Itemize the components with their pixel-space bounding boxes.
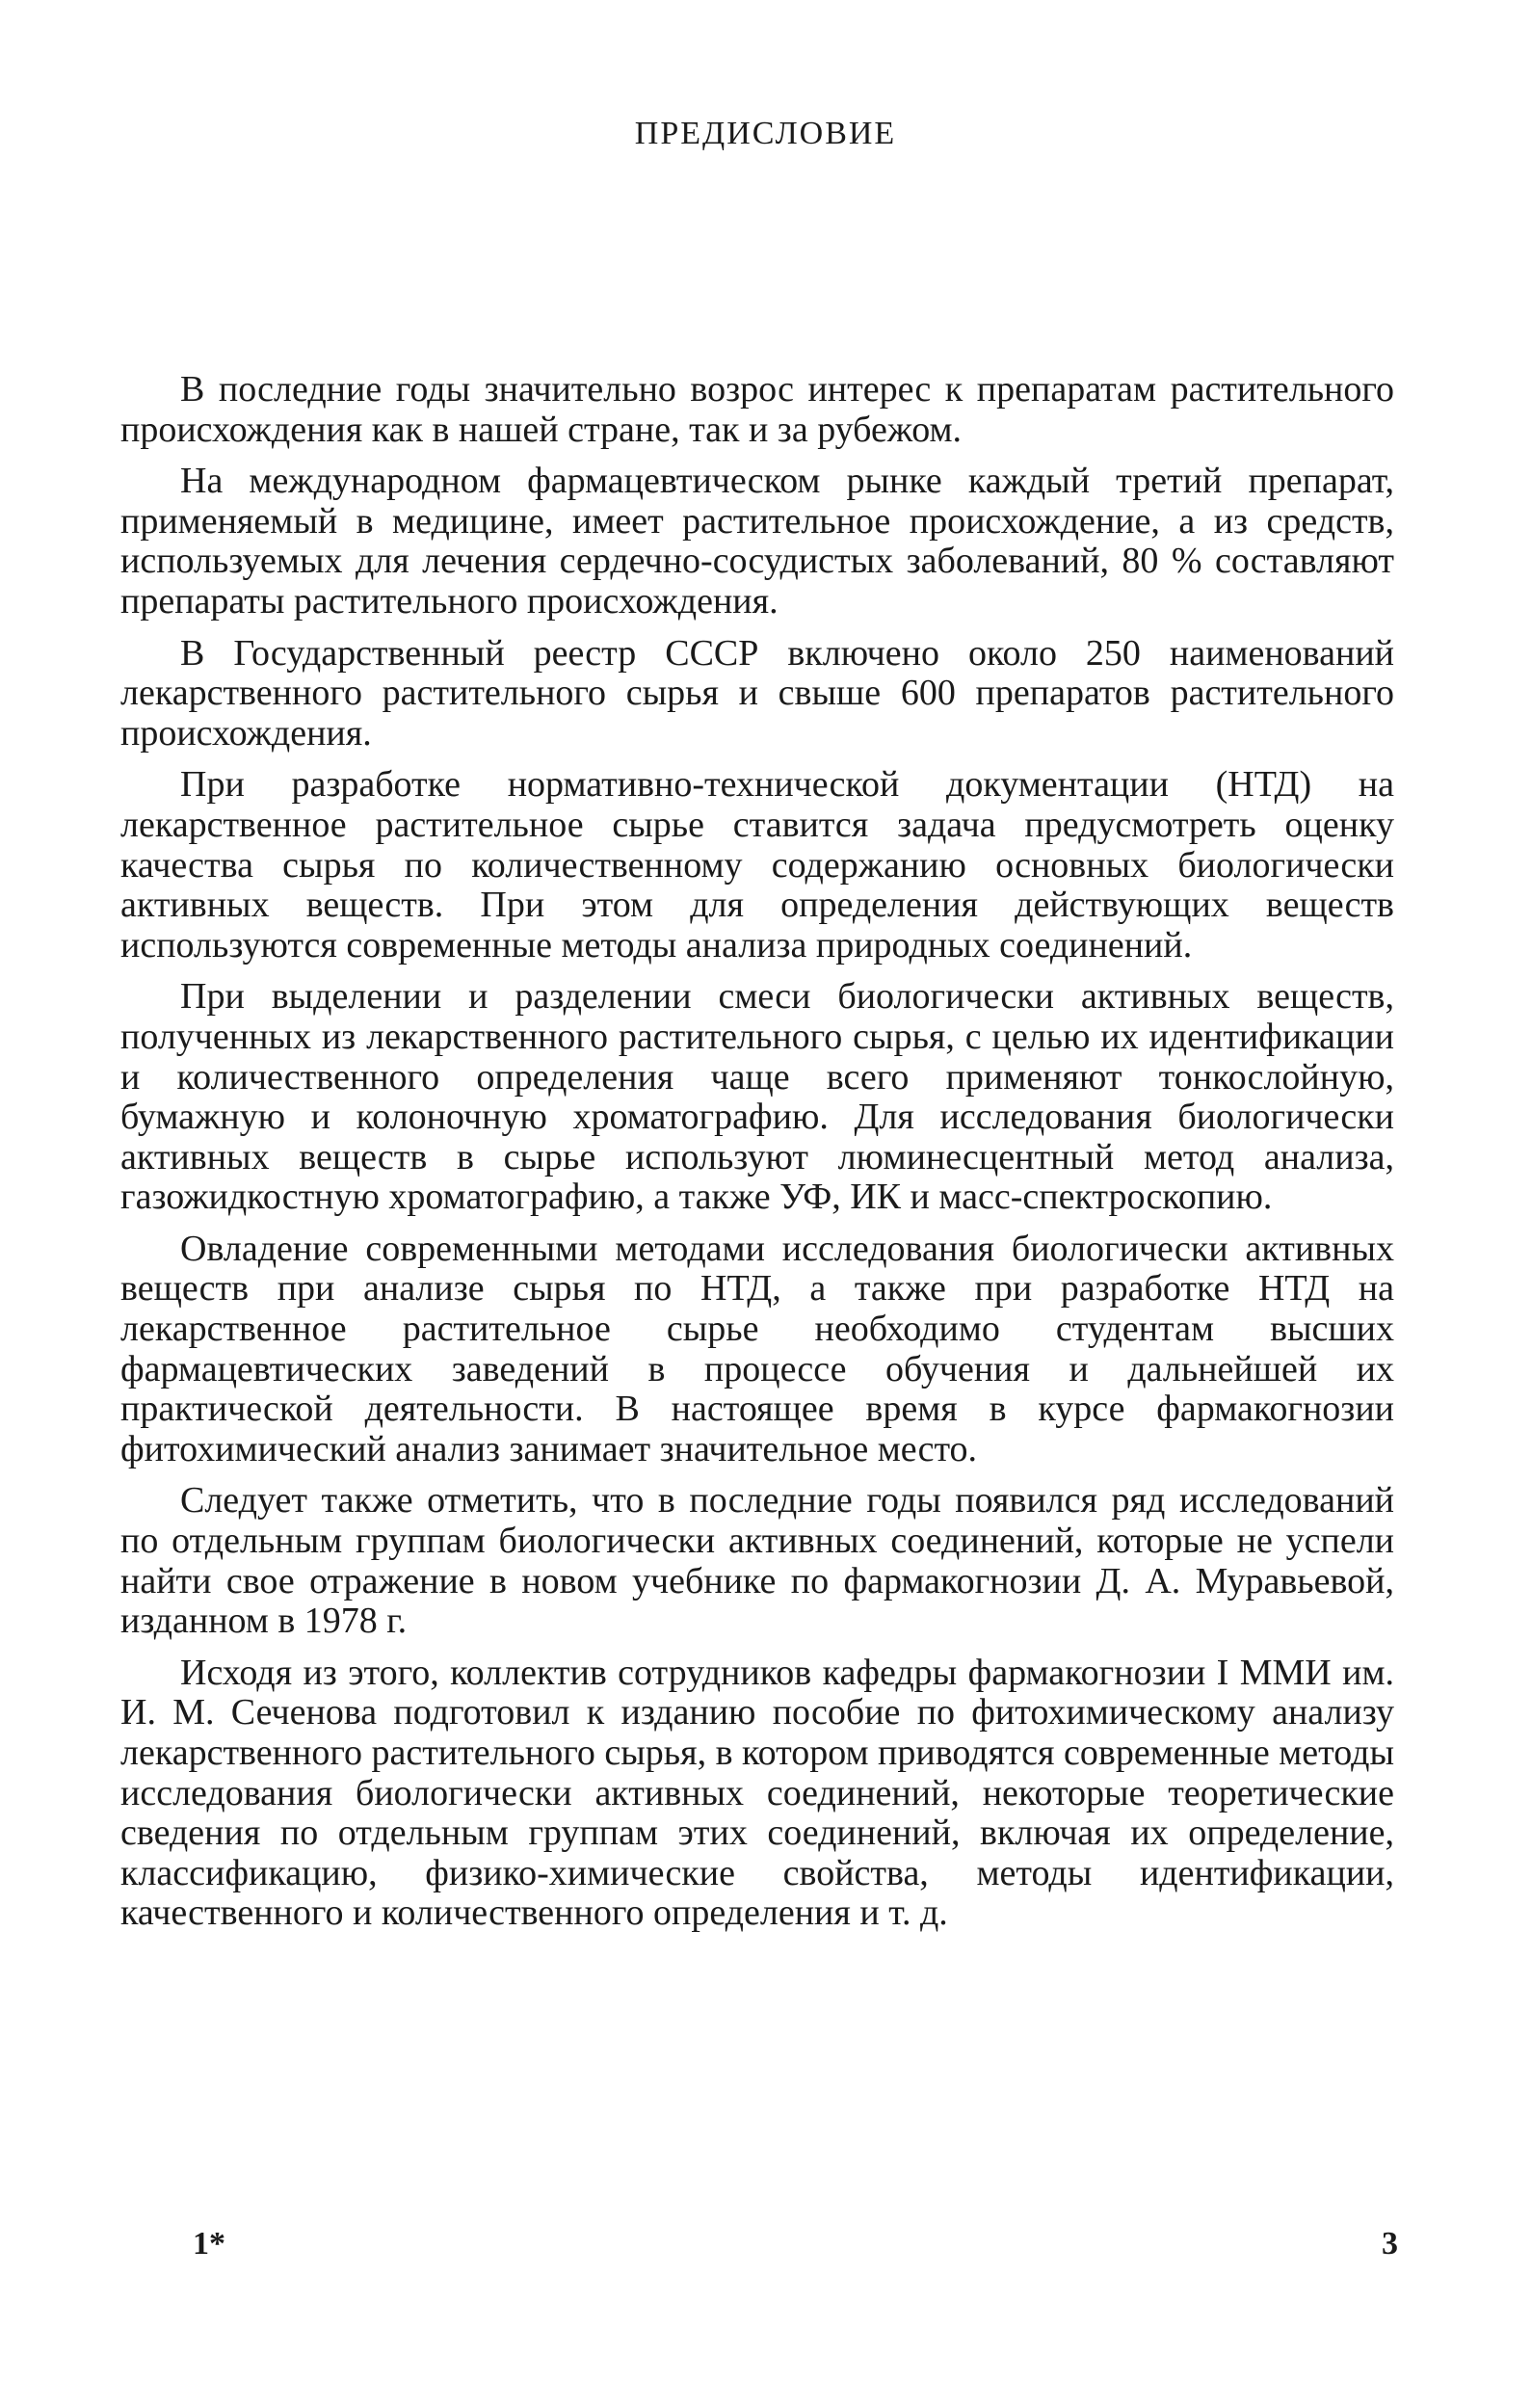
paragraph-8: Исходя из этого, коллектив сотрудников кафедры фармакогнозии I ММИ им. И. М. Сеченова подготовил к изданию пособие по фитохимическому анализу лекарственного растительного сырья, в котором приводятся современные методы исследования биологически активных соединений, некоторые теоретические сведения по отдельным группам этих соединений, включая их определение, классификацию, физико-химические свойства, методы идентификации, качественного и количественного определения и т. д. — [120, 1652, 1394, 1934]
paragraph-7: Следует также отметить, что в последние годы появился ряд исследований по отдельным группам биологически активных соединений, которые не успели найти свое отражение в новом учебнике по фармакогнозии Д. А. Муравьевой, изданном в 1978 г. — [120, 1480, 1394, 1642]
paragraph-5: При выделении и разделении смеси биологически активных веществ, полученных из лекарственного растительного сырья, с целью их идентификации и количественного определения чаще всего применяют тонкослойную, бумажную и колоночную хроматографию. Для исследования биологически активных веществ в сырье используют люминесцентный метод анализа, газожидкостную хроматографию, а также УФ, ИК и масс-спектроскопию. — [120, 976, 1394, 1218]
paragraph-3: В Государственный реестр СССР включено около 250 наименований лекарственного растительного сырья и свыше 600 препаратов растительного происхождения. — [120, 632, 1394, 754]
paragraph-6: Овладение современными методами исследования биологически активных веществ при анализе сырья по НТД, а также при разработке НТД на лекарственное растительное сырье необходимо студентам высших фармацевтических заведений в процессе обучения и дальнейшей их практической деятельности. В настоящее время в курсе фармакогнозии фитохимический анализ занимает значительное место. — [120, 1228, 1394, 1469]
signature-mark: 1* — [193, 2226, 225, 2262]
page-footer — [0, 2226, 1531, 2284]
paragraph-2: На международном фармацевтическом рынке каждый третий препарат, применяемый в медицине, имеет растительное происхождение, а из средств, используемых для лечения сердечно-сосудистых заболеваний, 80 % составляют препараты растительного происхождения. — [120, 461, 1394, 622]
page-title: ПРЕДИСЛОВИЕ — [634, 116, 897, 151]
paragraph-1: В последние годы значительно возрос интерес к препаратам растительного происхождения как в нашей стране, так и за рубежом. — [120, 369, 1394, 450]
page-number: 3 — [1382, 2226, 1398, 2262]
paragraph-4: При разработке нормативно-технической документации (НТД) на лекарственное растительное сырье ставится задача предусмотреть оценку качества сырья по количественному содержанию основных биологически активных веществ. При этом для определения действующих веществ используются современные методы анализа природных соединений. — [120, 764, 1394, 966]
body-text — [120, 370, 1394, 1945]
